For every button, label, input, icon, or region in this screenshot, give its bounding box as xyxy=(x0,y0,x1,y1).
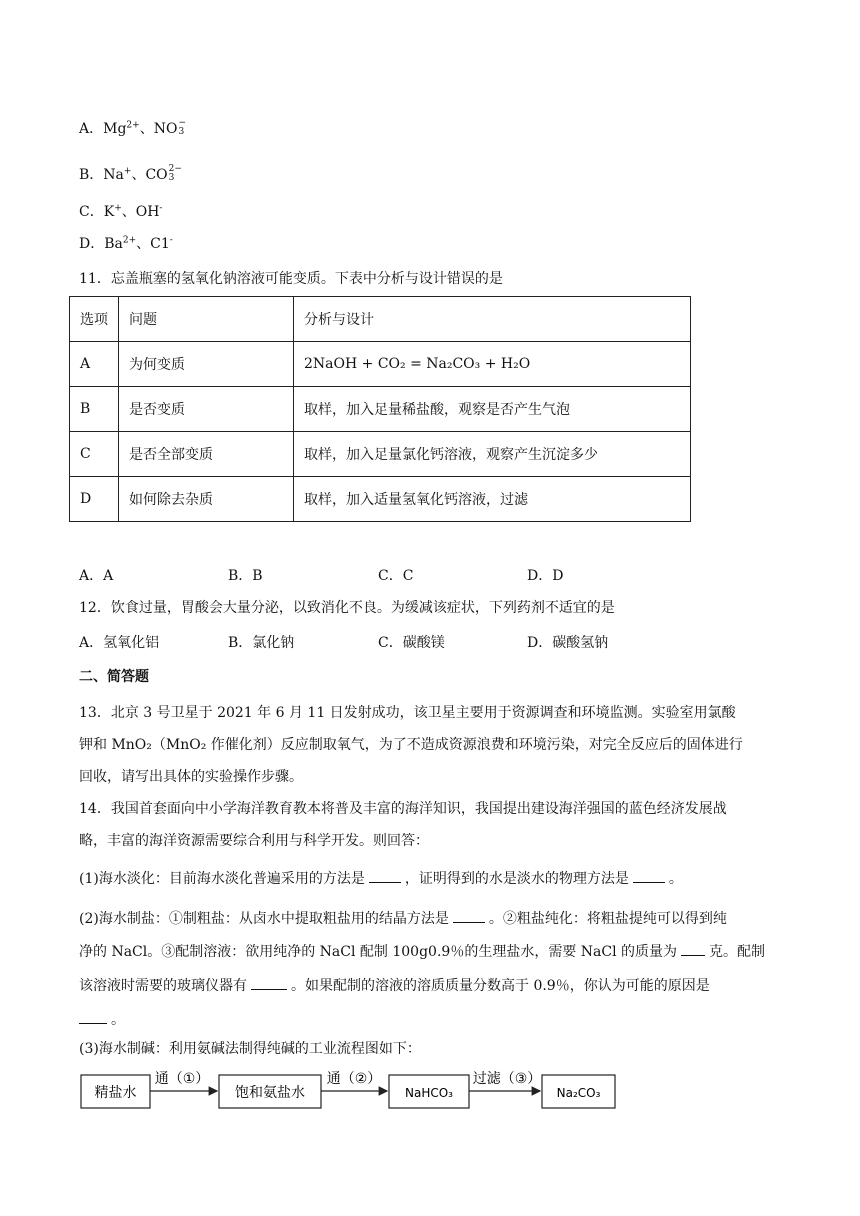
table-cell: 为何变质 xyxy=(119,342,294,387)
section-heading: 二、简答题 xyxy=(79,669,149,685)
q10-option-c: C．K+、OH- xyxy=(79,203,163,220)
q11-option-d: D．D xyxy=(527,568,564,584)
table-cell: 取样，加入适量氢氧化钙溶液，过滤 xyxy=(294,477,691,522)
table-cell: 取样，加入足量稀盐酸，观察是否产生气泡 xyxy=(294,387,691,432)
q12-option-c: C．碳酸镁 xyxy=(378,635,445,651)
q14-part-3: (3)海水制碱：利用氨碱法制得纯碱的工业流程图如下： xyxy=(79,1041,421,1057)
flow-diagram xyxy=(78,1064,623,1114)
q10-option-a: A．$Mg^{2+}$、NO − 3 xyxy=(79,118,186,137)
flow-box-label: Na₂CO₃ xyxy=(556,1086,601,1100)
q13-line-2: 钾和 MnO₂（MnO₂ 作催化剂）反应制取氧气，为了不造成资源浪费和环境污染，对完全反应后的固体进行 xyxy=(79,737,743,753)
answer-blank[interactable] xyxy=(79,1009,107,1024)
table-cell: 是否变质 xyxy=(119,387,294,432)
q14-part-2-line-2: 净的 NaCl。③配制溶液：欲用纯净的 NaCl 配制 100g0.9％的生理盐水，需要 NaCl 的质量为 克。配制 xyxy=(79,941,765,959)
q11-option-b: B．B xyxy=(228,568,263,584)
answer-blank[interactable] xyxy=(633,868,665,883)
table-cell: C xyxy=(70,432,119,477)
q14-part-1: (1)海水淡化：目前海水淡化普遍采用的方法是 ，证明得到的水是淡水的物理方法是 。 xyxy=(79,868,683,886)
table-row xyxy=(70,342,691,387)
flow-arrow-label: 通（②） xyxy=(326,1071,382,1087)
table-cell: 2NaOH + CO₂ = Na₂CO₃ + H₂O xyxy=(294,342,691,387)
q10-option-b: B．Na+、CO 2− 3 xyxy=(79,164,182,183)
q11-option-c: C．C xyxy=(378,568,414,584)
table-row xyxy=(70,477,691,522)
q12-stem: 12．饮食过量，胃酸会大量分泌，以致消化不良。为缓减该症状，下列药剂不适宜的是 xyxy=(79,600,615,616)
table-row xyxy=(70,297,691,342)
q11-stem: 11．忘盖瓶塞的氢氧化钠溶液可能变质。下表中分析与设计错误的是 xyxy=(79,271,503,287)
answer-blank[interactable] xyxy=(453,908,485,923)
table-row xyxy=(70,432,691,477)
table-cell: A xyxy=(70,342,119,387)
table-header-cell: 问题 xyxy=(119,297,294,342)
answer-blank[interactable] xyxy=(251,975,287,990)
flow-arrow-label: 通（①） xyxy=(154,1071,210,1087)
answer-blank[interactable] xyxy=(369,868,401,883)
table-row xyxy=(70,387,691,432)
q12-option-b: B．氯化钠 xyxy=(228,635,295,651)
answer-blank[interactable] xyxy=(681,941,705,956)
flow-arrow-label: 过滤（③） xyxy=(472,1071,542,1087)
table-cell: B xyxy=(70,387,119,432)
table-header-cell: 选项 xyxy=(70,297,119,342)
q14-part-2-line-3: 该溶液时需要的玻璃仪器有 。如果配制的溶液的溶质质量分数高于 0.9％，你认为可能的原因是 xyxy=(79,975,710,993)
q13-line-1: 13．北京 3 号卫星于 2021 年 6 月 11 日发射成功，该卫星主要用于资源调查和环境监测。实验室用氯酸 xyxy=(79,705,736,721)
q11-table xyxy=(69,296,691,522)
q14-line-1: 14．我国首套面向中小学海洋教育教本将普及丰富的海洋知识，我国提出建设海洋强国的蓝色经济发展战 xyxy=(79,801,727,817)
q11-option-a: A．A xyxy=(79,568,114,584)
table-cell: 是否全部变质 xyxy=(119,432,294,477)
q14-line-2: 略，丰富的海洋资源需要综合利用与科学开发。则回答： xyxy=(79,833,429,849)
q10-option-d: D．$Ba^{2+}$、C1- xyxy=(79,235,173,252)
q14-part-2-line-1: (2)海水制盐：①制粗盐：从卤水中提取粗盐用的结晶方法是 。②粗盐纯化：将粗盐提纯可以得到纯 xyxy=(79,908,727,926)
table-cell: 如何除去杂质 xyxy=(119,477,294,522)
q12-option-d: D．碳酸氢钠 xyxy=(527,635,609,651)
q13-line-3: 回收，请写出具体的实验操作步骤。 xyxy=(79,769,303,785)
table-cell: 取样，加入足量氯化钙溶液，观察产生沉淀多少 xyxy=(294,432,691,477)
q14-part-2-line-4: 。 xyxy=(79,1009,125,1027)
table-cell: D xyxy=(70,477,119,522)
flow-box-label: NaHCO₃ xyxy=(405,1086,453,1100)
flow-box-label: 饱和氨盐水 xyxy=(235,1085,305,1101)
q12-option-a: A．氢氧化铝 xyxy=(79,635,160,651)
flow-box-label: 精盐水 xyxy=(94,1085,137,1101)
table-header-cell: 分析与设计 xyxy=(294,297,691,342)
